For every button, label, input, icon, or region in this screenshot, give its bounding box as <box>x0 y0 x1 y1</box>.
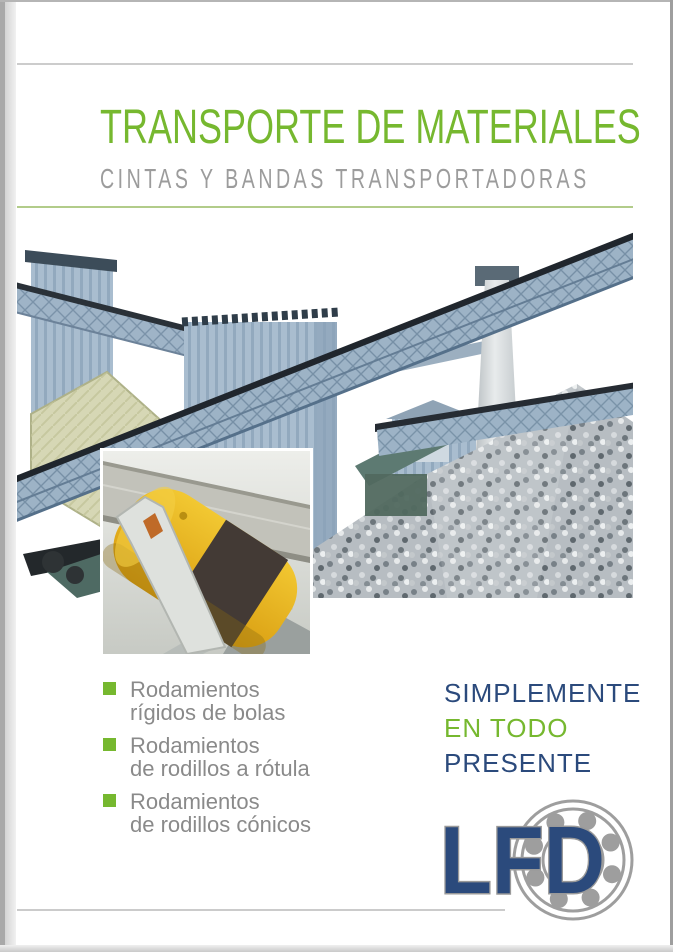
list-item <box>103 734 403 780</box>
green-square-bullet-icon <box>103 682 116 695</box>
feature-line: Rodamientos <box>130 677 260 702</box>
roller-closeup-illustration <box>103 451 310 654</box>
page-border-top <box>0 0 673 2</box>
slogan-line-1: SIMPLEMENTE <box>444 678 642 708</box>
lfd-logo-text: LFD <box>440 807 605 914</box>
header-green-rule <box>17 206 633 208</box>
feature-text <box>130 678 285 724</box>
feature-line: rígidos de bolas <box>130 700 286 725</box>
feature-list <box>103 678 403 846</box>
page-title: TRANSPORTE DE MATERIALES <box>100 101 641 154</box>
lfd-logo <box>428 788 668 938</box>
roller-closeup-inset-photo <box>100 448 313 657</box>
slogan-line-2: EN TODO <box>444 713 569 743</box>
green-square-bullet-icon <box>103 794 116 807</box>
feature-line: de rodillos a rótula <box>130 756 310 781</box>
feature-text <box>130 790 311 836</box>
page-border-bottom <box>0 945 673 952</box>
feature-line: Rodamientos <box>130 733 260 758</box>
list-item <box>103 678 403 724</box>
list-item <box>103 790 403 836</box>
page-subtitle: CINTAS Y BANDAS TRANSPORTADORAS <box>100 163 590 194</box>
header-top-rule <box>17 63 633 65</box>
feature-line: de rodillos cónicos <box>130 812 311 837</box>
feature-text <box>130 734 310 780</box>
brand-slogan <box>444 676 641 781</box>
feature-line: Rodamientos <box>130 789 260 814</box>
slogan-line-3: PRESENTE <box>444 748 593 778</box>
green-square-bullet-icon <box>103 738 116 751</box>
page-spine-shadow <box>5 0 16 952</box>
lfd-logo-graphic <box>428 788 668 938</box>
